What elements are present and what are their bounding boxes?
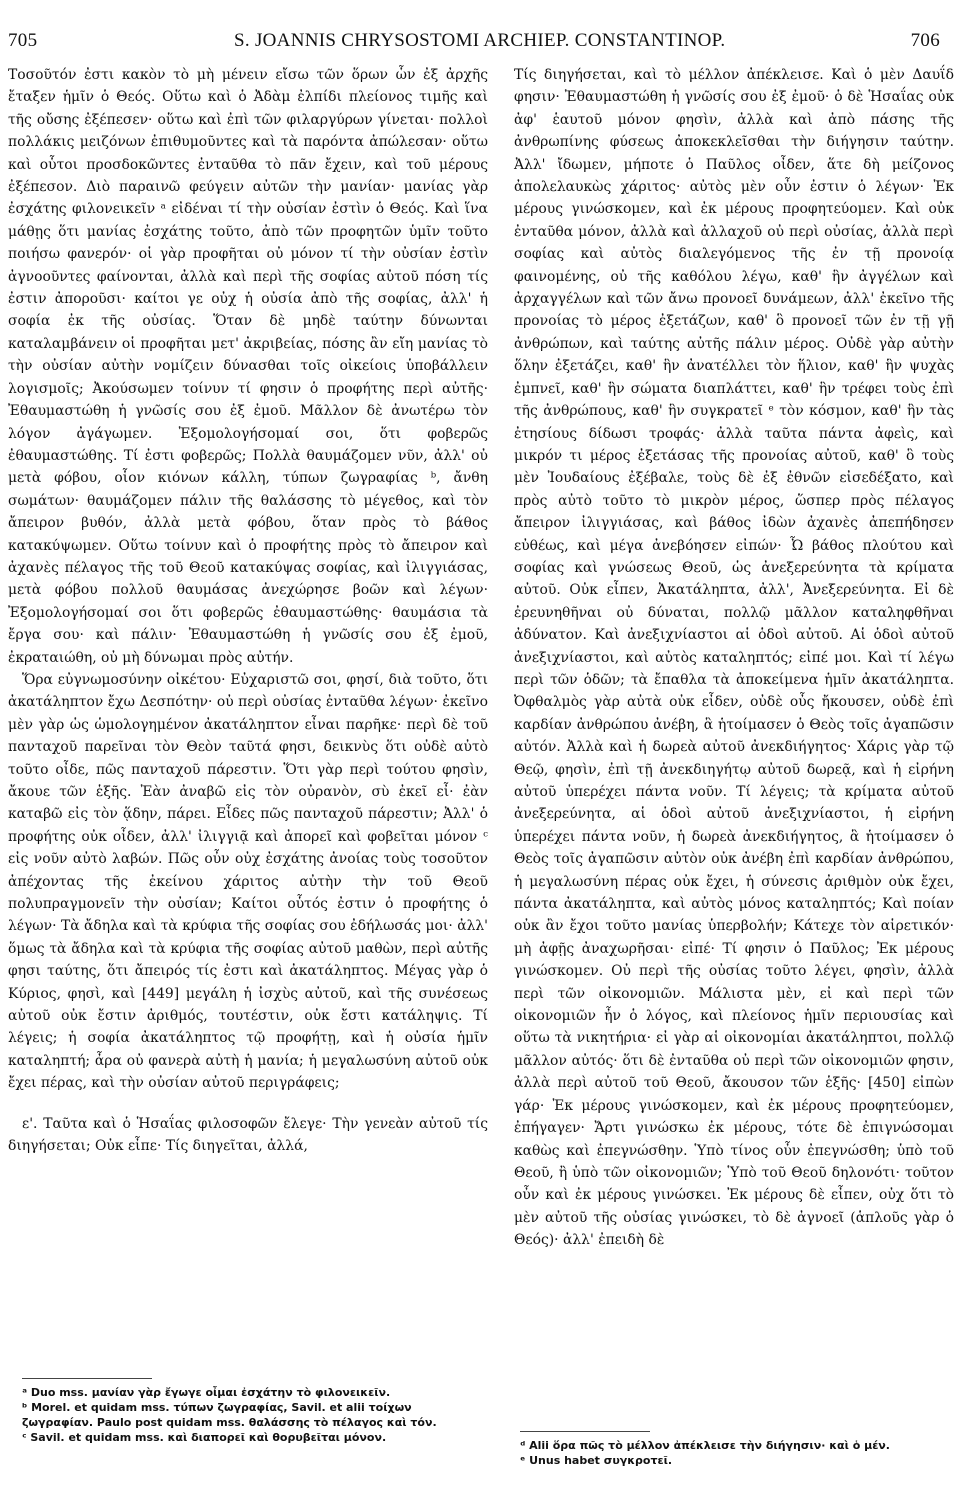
page-number-right: 706 [910,30,940,51]
left-column [8,64,488,1204]
footnote: ᵇ Morel. et quidam mss. τύπων ζωγραφίας, Savil. et alii τοίχων ζωγραφίαν. Paulo post quidam mss. θαλάσσης τὸ πέλαγος καὶ τόν. [22,1401,437,1429]
footnotes-left [22,1385,478,1445]
right-column [514,64,954,1399]
footnote: ᶜ Savil. et quidam mss. καὶ διαπορεῖ καὶ θορυβεῖται μόνον. [22,1431,387,1444]
paragraph: Τίς διηγήσεται, καὶ τὸ μέλλον ἀπέκλεισε. Καὶ ὁ μὲν Δαυΐδ φησιν· Ἐθαυμαστώθη ἡ γνῶσίς σου ἐξ ἐμοῦ· ὁ δὲ Ἡσαΐας οὐκ ἀφ' ἑαυτοῦ μόνον φησὶν, ἀλλὰ καὶ ἀπὸ πάσης τῆς ἀνθρωπίνης φύσεως ἀποκεκλεῖσθαι τὴν διήγησιν ταύτην. Ἀλλ' ἴδωμεν, μήποτε ὁ Παῦλος οἶδεν, ἅτε δὴ μείζονος ἀπολελαυκὼς χάριτος· αὐτὸς μὲν οὖν ἐστιν ὁ λέγων· Ἐκ μέρους γινώσκομεν, καὶ ἐκ μέρους προφητεύομεν. Καὶ οὐκ ἐνταῦθα μόνον, ἀλλὰ καὶ ἀλλαχοῦ οὐ περὶ οὐσίας, ἀλλὰ περὶ σοφίας καὶ αὐτὸς διαλεγόμενος τῆς ἐν τῇ προνοίᾳ φαινομένης, οὐ τῆς καθόλου λέγω, καθ' ἣν ἀγγέλων καὶ ἀρχαγγέλων καὶ τῶν ἄνω προνοεῖ δυνάμεων, ἀλλ' ἐκεῖνο τῆς προνοίας τὸ μέρος ἐξετάζων, καθ' ὃ προνοεῖ τῶν ἐν τῇ γῇ ἀνθρώπων, καὶ ταύτης αὐτῆς πάλιν μέρος. Οὐδὲ γὰρ αὐτὴν ὅλην ἐξετάζει, καθ' ἣν ἀνατέλλει τὸν ἥλιον, καθ' ἣν ψυχὰς ἐμπνεῖ, καθ' ἣν σώματα διαπλάττει, καθ' ἣν τρέφει τοὺς ἐπὶ τῆς ἀνθρώπους, καθ' ἣν συγκρατεῖ ᵉ τὸν κόσμον, καθ' ἣν τὰς ἐτησίους δίδωσι τροφάς· ἀλλὰ ταῦτα πάντα ἀφεὶς, καὶ μικρόν τι μέρος ἐξετάσας τῆς προνοίας αὐτοῦ, καθ' ὃ τοὺς μὲν Ἰουδαίους ἐξέβαλε, τοὺς δὲ ἐξ ἐθνῶν εἰσεδέξατο, καὶ πρὸς αὐτὸ τοῦτο τὸ μικρὸν μέρος, ὥσπερ πρὸς πέλαγος ἄπειρον ἰλιγγιάσας, καὶ βάθος ἰδὼν ἀχανὲς ἀπεπήδησεν εὐθέως, καὶ μέγα ἀνεβόησεν εἰπών· Ὦ βάθος πλούτου καὶ σοφίας καὶ γνώσεως Θεοῦ, ὡς ἀνεξερεύνητα τὰ κρίματα αὐτοῦ. Οὐκ εἶπεν, Ἀκατάληπτα, ἀλλ', Ἀνεξερεύνητα. Εἰ δὲ ἐρευνηθῆναι οὐ δύναται, πολλῷ μᾶλλον καταληφθῆναι ἀδύνατον. Καὶ ἀνεξιχνίαστοι αἱ ὁδοὶ αὐτοῦ. Αἱ ὁδοὶ αὐτοῦ ἀνεξιχνίαστοι, καὶ αὐτὸς καταληπτός; εἰπέ μοι. Καὶ τί λέγω περὶ τῶν ὁδῶν; τὰ ἔπαθλα τὰ ἀποκείμενα ἡμῖν ἀκατάληπτα. Ὀφθαλμὸς γὰρ αὐτὰ οὐκ εἶδεν, οὐδὲ οὖς ἤκουσεν, οὐδὲ ἐπὶ καρδίαν ἀνθρώπου ἀνέβη, ἃ ἡτοίμασεν ὁ Θεὸς τοῖς ἀγαπῶσιν αὐτόν. Ἀλλὰ καὶ ἡ δωρεὰ αὐτοῦ ἀνεκδιήγητος· Χάρις γὰρ τῷ Θεῷ, φησὶν, ἐπὶ τῇ ἀνεκδιηγήτῳ αὐτοῦ δωρεᾷ, καὶ ἡ εἰρήνη αὐτοῦ ὑπερέχει πάντα νοῦν. Τί λέγεις; τὰ κρίματα αὐτοῦ ἀνεξερεύνητα, αἱ ὁδοὶ αὐτοῦ ἀνεξιχνίαστοι, ἡ εἰρήνη ὑπερέχει πάντα νοῦν, ἡ δωρεὰ ἀνεκδιήγητος, ἃ ἡτοίμασεν ὁ Θεὸς τοῖς ἀγαπῶσιν αὐτὸν οὐκ ἀνέβη ἐπὶ καρδίαν ἀνθρώπου, ἡ μεγαλωσύνη πέρας οὐκ ἔχει, ἡ σύνεσις ἀριθμὸν οὐκ ἔχει, πάντα ἀκατάληπτα, καὶ αὐτὸς μόνος καταληπτός; Καὶ ποίαν οὐκ ἂν ἔχοι τοῦτο μανίας ὑπερβολήν; Κάτεχε τὸν αἱρετικόν· μὴ ἀφῇς ἀναχωρῆσαι· εἰπέ· Τί φησιν ὁ Παῦλος; Ἐκ μέρους γινώσκομεν. Οὐ περὶ τῆς οὐσίας τοῦτο λέγει, φησὶν, ἀλλὰ περὶ τῶν οἰκονομιῶν. Μάλιστα μὲν, εἰ καὶ περὶ τῶν οἰκονομιῶν ἦν ὁ λόγος, καὶ πλείονος ἡμῖν περιουσίας καὶ οὕτω τὰ νικητήρια· εἰ γὰρ αἱ οἰκονομίαι ἀκατάληπτοι, πολλῷ μᾶλλον αὐτός· ὅτι δὲ ἐνταῦθα οὐ περὶ τῶν οἰκονομιῶν φησιν, ἀλλὰ περὶ αὐτοῦ τοῦ Θεοῦ, ἄκουσον τῶν ἑξῆς· [450] εἰπὼν γάρ· Ἐκ μέρους γινώσκομεν, καὶ ἐκ μέρους προφητεύομεν, ἐπήγαγεν· Ἄρτι γινώσκω ἐκ μέρους, τότε δὲ ἐπιγνώσομαι καθὼς καὶ ἐπεγνώσθην. Ὑπὸ τίνος οὖν ἐπεγνώσθη; ὑπὸ τοῦ Θεοῦ, ἢ ὑπὸ τῶν οἰκονομιῶν; Ὑπὸ τοῦ Θεοῦ δηλονότι· τοῦτον οὖν καὶ ἐκ μέρους γινώσκει. Ἐκ μέρους δὲ εἶπεν, οὐχ ὅτι τὸ μὲν αὐτοῦ τῆς οὐσίας γινώσκει, τὸ δὲ ἀγνοεῖ (ἁπλοῦς γὰρ ὁ Θεός)· ἀλλ' ἐπειδὴ δὲ [514,67,954,1249]
page-number-left: 705 [8,30,38,51]
footnote-rule [22,1378,152,1379]
footnote: ᵈ Alii ὅρα πῶς τὸ μέλλον ἀπέκλεισε τὴν διήγησιν· καὶ ὁ μέν. [520,1439,890,1452]
footnotes-right [520,1438,940,1468]
footnote: ᵃ Duo mss. μανίαν γὰρ ἔγωγε οἶμαι ἐσχάτην τὸ φιλονεικεῖν. [22,1386,391,1399]
section-paragraph: ε'. Ταῦτα καὶ ὁ Ἡσαΐας φιλοσοφῶν ἔλεγε· Τὴν γενεὰν αὐτοῦ τίς διηγήσεται; Οὐκ εἶπε· Τίς διηγεῖται, ἀλλά, [8,1115,488,1155]
paragraph: Τοσοῦτόν ἐστι κακὸν τὸ μὴ μένειν εἴσω τῶν ὅρων ὧν ἐξ ἀρχῆς ἔταξεν ἡμῖν ὁ Θεός. Οὕτω καὶ ὁ Ἀδὰμ ἐλπίδι πλείονος τιμῆς καὶ τῆς οὔσης ἐξέπεσεν· οὕτω καὶ ἐπὶ τῶν φιλαργύρων γίνεται· πολλοὶ πολλάκις μειζόνων ἐπιθυμοῦντες καὶ τὰ παρόντα ἀπώλεσαν· οὕτω καὶ οὗτοι προσδοκῶντες ἐνταῦθα τὸ πᾶν ἔχειν, καὶ τοῦ μέρους ἐξέπεσον. Διὸ παραινῶ φεύγειν αὐτῶν τὴν μανίαν· μανίας γὰρ ἐσχάτης φιλονεικεῖν ᵃ εἰδέναι τί τὴν οὐσίαν ἐστὶν ὁ Θεός. Καὶ ἵνα μάθῃς ὅτι μανίας ἐσχάτης τοῦτο, ἀπὸ τῶν προφητῶν ὑμῖν τοῦτο ποιήσω φανερόν· οἱ γὰρ προφῆται οὐ μόνον τί τὴν οὐσίαν ἐστὶν ἀγνοοῦντες φαίνονται, ἀλλὰ καὶ περὶ τῆς σοφίας αὐτοῦ πόση τίς ἐστιν ἀποροῦσι· καίτοι γε οὐχ ἡ οὐσία ἀπὸ τῆς σοφίας, ἀλλ' ἡ σοφία ἐκ τῆς οὐσίας. Ὅταν δὲ μηδὲ ταύτην δύνωνται καταλαμβάνειν οἱ προφῆται μετ' ἀκριβείας, πόσης ἂν εἴη μανίας τὸ τὴν οὐσίαν αὐτὴν νομίζειν δύνασθαι τοῖς οἰκείοις ὑποβάλλειν λογισμοῖς; Ἀκούσωμεν τοίνυν τί φησιν ὁ προφήτης περὶ αὐτῆς· Ἐθαυμαστώθη ἡ γνῶσίς σου ἐξ ἐμοῦ. Μᾶλλον δὲ ἀνωτέρω τὸν λόγον ἀγάγωμεν. Ἐξομολογήσομαί σοι, ὅτι φοβερῶς ἐθαυμαστώθης. Τί ἐστι φοβερῶς; Πολλὰ θαυμάζομεν νῦν, ἀλλ' οὐ μετὰ φόβου, οἷον κιόνων κάλλη, τύπων ζωγραφίας ᵇ, ἄνθη σωμάτων· θαυμάζομεν πάλιν τῆς θαλάσσης τὸ μέγεθος, καὶ τὸν ἄπειρον βυθόν, ἀλλὰ μετὰ φόβου, ὅταν πρὸς τὸ βάθος κατακύψωμεν. Οὕτω τοίνυν καὶ ὁ προφήτης πρὸς τὸ ἄπειρον καὶ ἀχανὲς πέλαγος τῆς τοῦ Θεοῦ κατακύψας σοφίας, καὶ ἰλιγγιάσας, μετὰ φόβου πολλοῦ θαυμάσας ἀνεχώρησε βοῶν καὶ λέγων· Ἐξομολογήσομαί σοι ὅτι φοβερῶς ἐθαυμαστώθης· θαυμάσια τὰ ἔργα σου· καὶ πάλιν· Ἐθαυμαστώθη ἡ γνῶσίς σου ἐξ ἐμοῦ, ἐκραταιώθη, οὐ μὴ δύνωμαι πρὸς αὐτήν. [8,67,488,666]
running-header [0,30,940,58]
footnote: ᵉ Unus habet συγκροτεῖ. [520,1454,673,1467]
paragraph: Ὅρα εὐγνωμοσύνην οἰκέτου· Εὐχαριστῶ σοι, φησί, διὰ τοῦτο, ὅτι ἀκατάληπτον ἔχω Δεσπότην· οὐ περὶ οὐσίας ἐνταῦθα λέγων· ἐκεῖνο μὲν γὰρ ὡς ὡμολογημένον ἀκατάληπτον εἶναι παρῆκε· περὶ δὲ τοῦ πανταχοῦ παρεῖναι τὸν Θεὸν ταῦτά φησι, δεικνὺς ὅτι οὐδὲ αὐτὸ τοῦτο οἶδε, πῶς πανταχοῦ πάρεστιν. Ὅτι γὰρ περὶ τούτου φησὶν, ἄκουε τῶν ἑξῆς. Ἐὰν ἀναβῶ εἰς τὸν οὐρανὸν, σὺ ἐκεῖ εἶ· ἐὰν καταβῶ εἰς τὸν ᾅδην, πάρει. Εἶδες πῶς πανταχοῦ πάρεστιν; Ἀλλ' ὁ προφήτης οὐκ οἶδεν, ἀλλ' ἰλιγγιᾷ καὶ ἀπορεῖ καὶ φοβεῖται μόνον ᶜ εἰς νοῦν αὐτὸ λαβών. Πῶς οὖν οὐχ ἐσχάτης ἀνοίας τοὺς τοσοῦτον ἀπέχοντας τῆς ἐκείνου χάριτος αὐτὴν τὴν τοῦ Θεοῦ πολυπραγμονεῖν τὴν οὐσίαν; Καίτοι οὗτός ἐστιν ὁ προφήτης ὁ λέγων· Τὰ ἄδηλα καὶ τὰ κρύφια τῆς σοφίας σου ἐδήλωσάς μοι· ἀλλ' ὅμως τὰ ἄδηλα καὶ τὰ κρύφια τῆς σοφίας αὐτοῦ μαθὼν, περὶ αὐτῆς φησι ταύτης, ὅτι ἄπειρός τίς ἐστι καὶ ἀκατάληπτος. Μέγας γὰρ ὁ Κύριος, φησὶ, καὶ [449] μεγάλη ἡ ἰσχὺς αὐτοῦ, καὶ τῆς συνέσεως αὐτοῦ οὐκ ἔστιν ἀριθμός, τουτέστιν, οὐκ ἔστι κατάληψις. Τί λέγεις; ἡ σοφία ἀκατάληπτος τῷ προφήτῃ, καὶ ἡ οὐσία ἡμῖν καταληπτή; ἆρα οὐ φανερὰ αὐτὴ ἡ μανία; ἡ μεγαλωσύνη αὐτοῦ οὐκ ἔχει πέρας, καὶ τὴν οὐσίαν αὐτοῦ περιγράφεις; [8,671,488,1092]
running-title: S. JOANNIS CHRYSOSTOMI ARCHIEP. CONSTANTINOP. [234,30,726,51]
footnote-rule [520,1431,650,1432]
